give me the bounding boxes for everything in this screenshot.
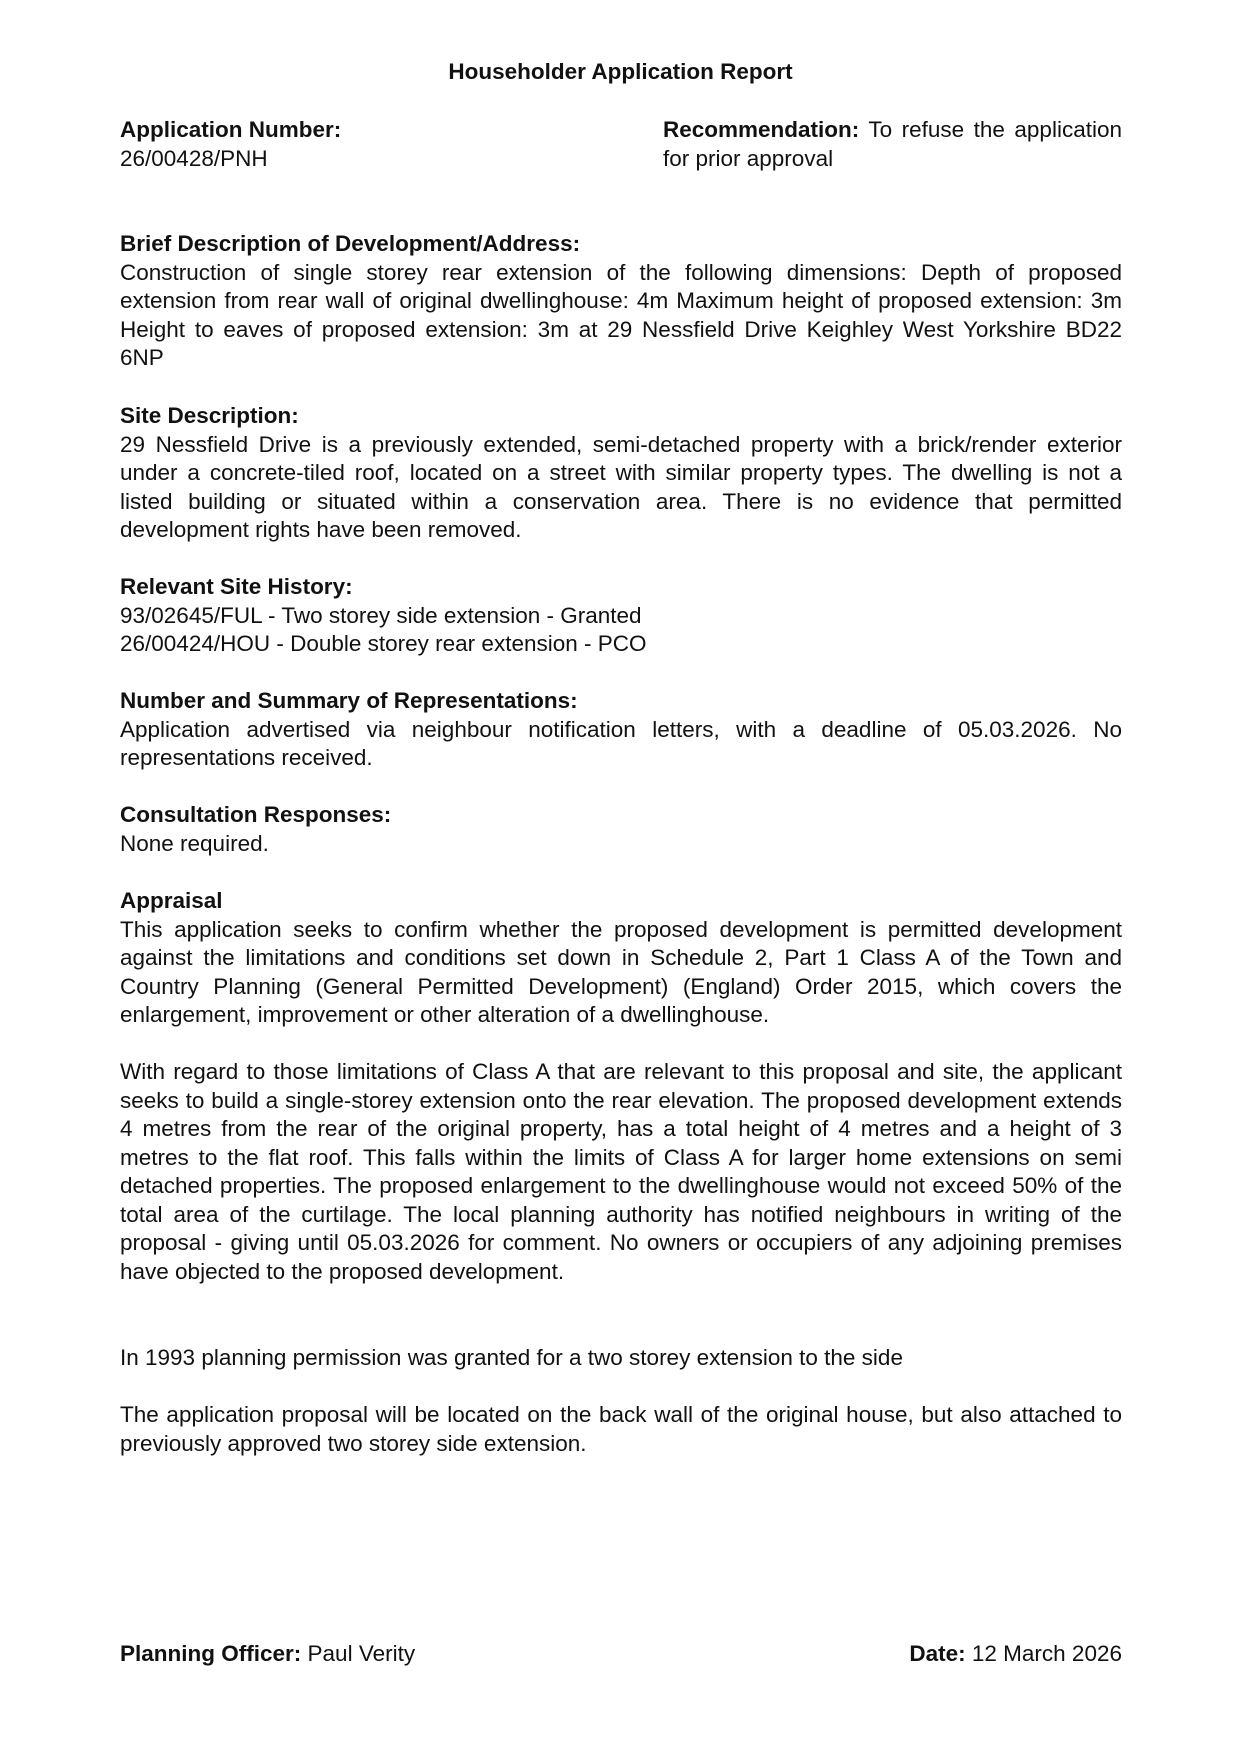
site-description-heading: Site Description: — [120, 403, 299, 428]
representations-text: Application advertised via neighbour notification letters, with a deadline of 05.03.2026. No representations received. — [120, 716, 1122, 770]
application-number-label: Application Number: — [120, 117, 342, 142]
representations-section — [120, 687, 1122, 773]
appraisal-paragraph: In 1993 planning permission was granted for a two storey extension to the side — [120, 1345, 903, 1370]
appraisal-section — [120, 887, 1122, 1030]
appraisal-continued — [120, 1058, 1122, 1286]
consultation-section — [120, 801, 1122, 858]
planning-officer-label: Planning Officer: — [120, 1641, 302, 1666]
appraisal-heading: Appraisal — [120, 888, 223, 913]
site-description-text: 29 Nessfield Drive is a previously extended, semi-detached property with a brick/render exterior under a concrete-tiled roof, located on a street with similar property types. The dwelling is not a listed building or situated within a conservation area. There is no evidence that permitted development rights have been removed. — [120, 431, 1122, 542]
brief-description-section — [120, 230, 1122, 373]
report-date-value: 12 March 2026 — [971, 1641, 1122, 1666]
brief-description-heading: Brief Description of Development/Address: — [120, 231, 581, 256]
report-date-label: Date: — [909, 1641, 966, 1666]
representations-heading: Number and Summary of Representations: — [120, 688, 578, 713]
planning-officer-name: Paul Verity — [307, 1641, 416, 1666]
page-title: Householder Application Report — [448, 59, 793, 84]
appraisal-paragraph: This application seeks to confirm whether the proposed development is permitted development against the limitations and conditions set down in Schedule 2, Part 1 Class A of the Town and Country Planning (General Permitted Development) (England) Order 2015, which covers the enlargement, improvement or other alteration of a dwellinghouse. — [120, 916, 1122, 1027]
consultation-text: None required. — [120, 830, 269, 856]
site-history-section — [120, 573, 1122, 659]
site-history-item: 26/00424/HOU - Double storey rear extension - PCO — [120, 631, 647, 656]
application-number-block — [120, 116, 540, 173]
consultation-heading: Consultation Responses: — [120, 802, 392, 827]
appraisal-continued — [120, 1344, 1122, 1373]
appraisal-paragraph: The application proposal will be located on the back wall of the original house, but also attached to previously approved two storey side extension. — [120, 1402, 1122, 1456]
planning-officer — [120, 1640, 415, 1669]
recommendation-label: Recommendation: — [663, 117, 860, 142]
application-number-value: 26/00428/PNH — [120, 145, 268, 171]
brief-description-text: Construction of single storey rear extension of the following dimensions: Depth of proposed extension from rear wall of original dwellinghouse: 4m Maximum height of proposed extension: 3m Height to eaves of proposed extension: 3m at 29 Nessfield Drive Keighley West Yorkshire BD22 6NP — [120, 259, 1122, 370]
report-date — [909, 1640, 1122, 1669]
appraisal-paragraph: With regard to those limitations of Class A that are relevant to this proposal and site, the applicant seeks to build a single-storey extension onto the rear elevation. The proposed development extends 4 metres from the rear of the original property, has a total height of 4 metres and a height of 3 metres to the flat roof. This falls within the limits of Class A for larger home extensions on semi detached properties. The proposed enlargement to the dwellinghouse would not exceed 50% of the total area of the curtilage. The local planning authority has notified neighbours in writing of the proposal - giving until 05.03.2026 for comment. No owners or occupiers of any adjoining premises have objected to the proposed development. — [120, 1059, 1122, 1284]
recommendation-value: To refuse the application for prior approval — [663, 117, 1122, 171]
site-description-section — [120, 402, 1122, 545]
site-history-heading: Relevant Site History: — [120, 574, 353, 599]
recommendation-block — [663, 116, 1122, 173]
site-history-item: 93/02645/FUL - Two storey side extension - Granted — [120, 602, 642, 628]
appraisal-continued — [120, 1401, 1122, 1458]
